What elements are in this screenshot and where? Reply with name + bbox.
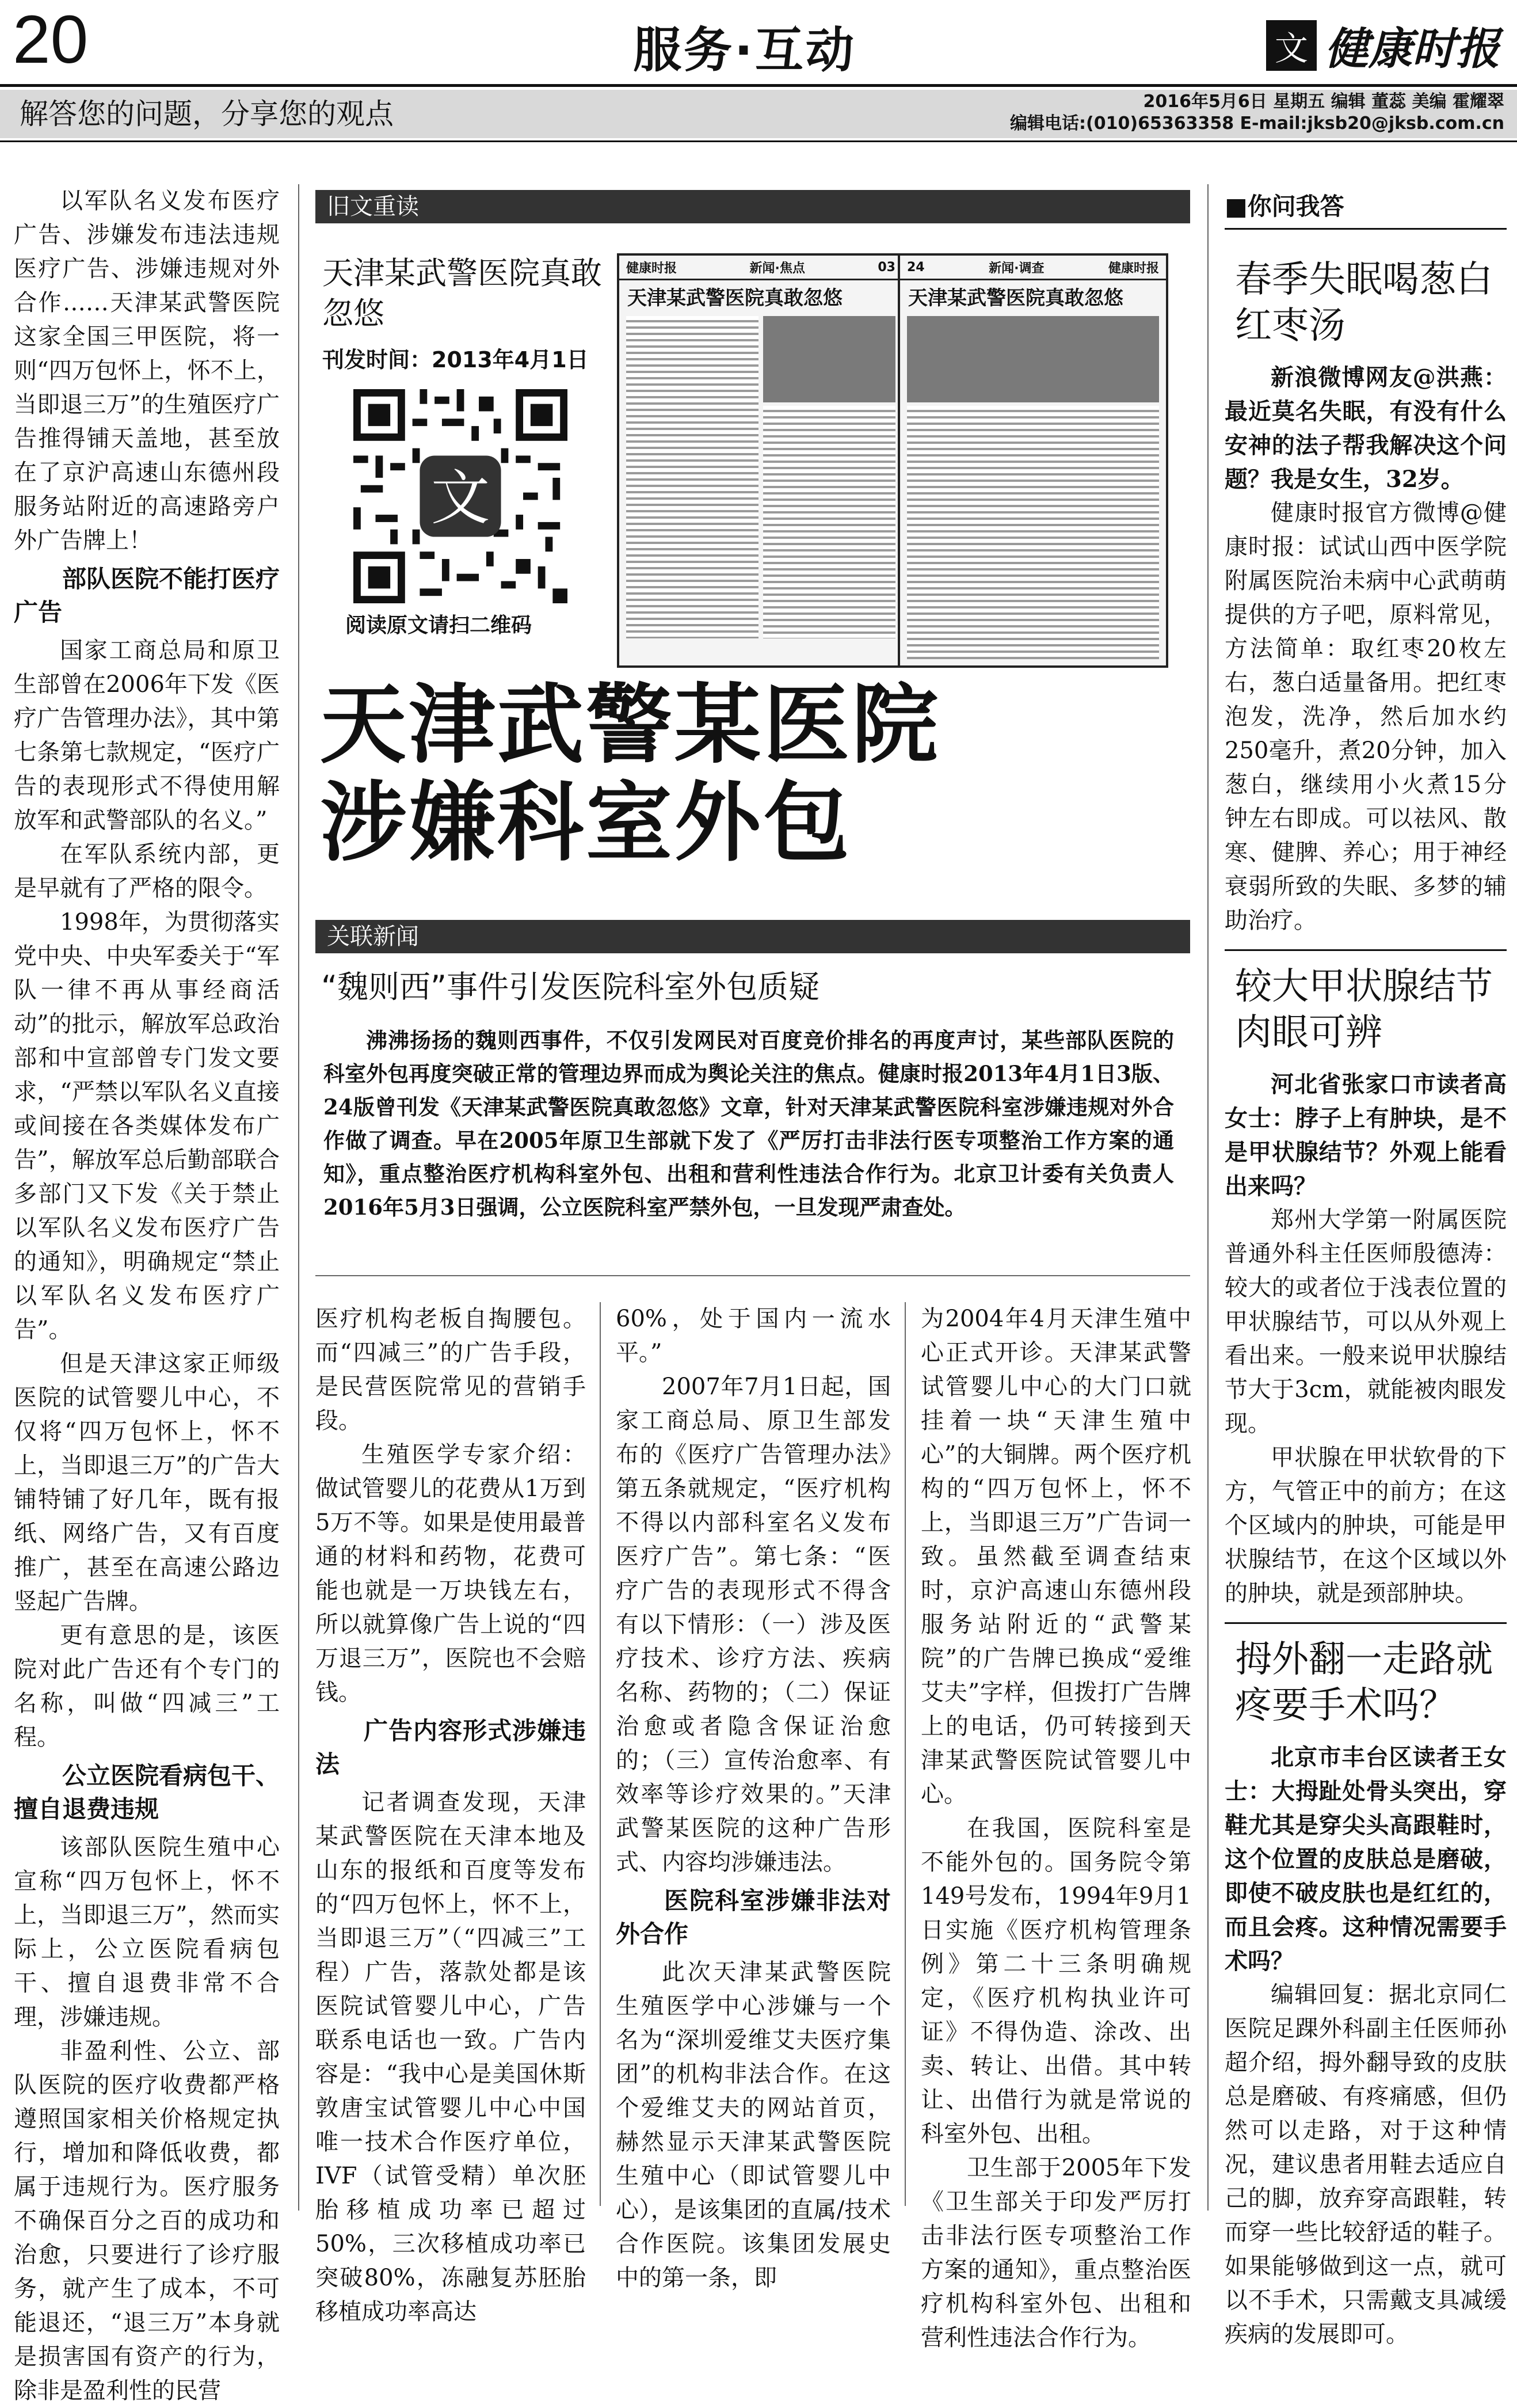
edition-info — [1010, 91, 1504, 135]
qa-question: 河北省张家口市读者高女士：脖子上有肿块，是不是甲状腺结节？外观上能看出来吗？ — [1225, 1071, 1507, 1200]
old-article-title: 天津某武警医院真敢忽悠 — [322, 255, 602, 332]
paragraph: 此次天津某武警医院生殖医学中心涉嫌与一个名为“深圳爱维艾夫医疗集团”的机构非法合作。在这个爱维艾夫的网站首页，赫然显示天津某武警医院生殖中心（即试管婴儿中心），是该集团的直属/技术合作医院。该集团发展史中的第一条，即 — [616, 1959, 891, 2291]
qa-divider — [1225, 1622, 1507, 1624]
thumbnail-text-block — [907, 406, 1159, 659]
related-news-title: “魏则西”事件引发医院科室外包质疑 — [321, 969, 820, 1005]
thumbnail-page-number: 03 — [878, 260, 895, 275]
paragraph: 在我国，医院科室是不能外包的。国务院令第149号发布，1994年9月1日实施《医疗机构管理条例》第二十三条明确规定，《医疗机构执业许可证》不得伪造、涂改、出卖、转让、出借。其中转让、出借行为就是常说的科室外包、出租。 — [921, 1815, 1191, 2147]
thumbnail-page-number: 24 — [907, 260, 925, 275]
subheading: 部队医院不能打医疗广告 — [14, 565, 280, 626]
qa-question-title: 拇外翻一走路就疼要手术吗？ — [1235, 1638, 1493, 1727]
related-news-lead: 沸沸扬扬的魏则西事件，不仅引发网民对百度竞价排名的再度声讨，某些部队医院的科室外包再度突破正常的管理边界而成为舆论关注的焦点。健康时报2013年4月1日3版、24版曾刊发《天津某武警医院真敢忽悠》文章，针对天津某武警医院科室涉嫌违规对外合作做了调查。早在2005年原卫生部就下发了《严厉打击非法行医专项整治工作方案的通知》，重点整治医疗机构科室外包、出租和营利性违法合作行为。北京卫计委有关负责人2016年5月3日强调，公立医院科室严禁外包，一旦发现严肃查处。 — [323, 1028, 1174, 1220]
qa-answer: 编辑回复：据北京同仁医院足踝外科副主任医师孙超介绍，拇外翻导致的皮肤总是磨破、有疼痛感，但仍然可以走路，对于这种情况，建议患者用鞋去适应自己的脚，放弃穿高跟鞋，转而穿一些比较舒适的鞋子。如果能够做到这一点，就可以不手术，只需戴支具减缓疾病的发展即可。 — [1225, 1981, 1507, 2348]
paragraph: 更有意思的是，该医院对此广告还有个专门的名称，叫做“四减三”工程。 — [14, 1622, 280, 1751]
article-column-2 — [315, 1302, 586, 2325]
column-divider — [1207, 184, 1209, 2211]
column-divider — [600, 1302, 601, 2206]
article-column-3 — [616, 1302, 891, 2291]
thumbnail-section: 新闻·调查 — [989, 261, 1045, 276]
header-rule — [0, 84, 1517, 87]
logo-text: 健康时报 — [1325, 23, 1500, 74]
thumbnail-section: 新闻·焦点 — [749, 261, 805, 276]
thumbnail-body — [626, 316, 895, 638]
section-title: 服务·互动 — [633, 22, 856, 78]
column-divider — [298, 184, 299, 2211]
qr-code-icon[interactable] — [353, 389, 567, 603]
subheading: 广告内容形式涉嫌违法 — [315, 1717, 586, 1778]
qa-question: 新浪微博网友@洪燕：最近莫名失眠，有没有什么安神的法子帮我解决这个问题？我是女生，32岁。 — [1225, 364, 1507, 493]
qa-answer: 甲状腺在甲状软骨的下方，气管正中的前方；在这个区域内的肿块，可能是甲状腺结节，在这个区域以外的肿块，就是颈部肿块。 — [1225, 1444, 1507, 1607]
tagline: 解答您的问题，分享您的观点 — [20, 97, 394, 131]
paragraph: 该部队医院生殖中心宣称“四万包怀上，怀不上，当即退三万”，然而实际上，公立医院看病包干、擅自退费非常不合理，涉嫌违规。 — [14, 1834, 280, 2030]
header-bottom-rule — [0, 140, 1517, 142]
qa-section-rule — [1225, 228, 1507, 230]
article-column-4 — [921, 1302, 1191, 2351]
thumbnail-header — [900, 256, 1166, 280]
paragraph: 2007年7月1日起，国家工商总局、原卫生部发布的《医疗广告管理办法》第五条就规定，“医疗机构不得以内部科室名义发布医疗广告”。第七条：“医疗广告的表现形式不得含有以下情形：（一）涉及医疗技术、诊疗方法、疾病名称、药物的；（二）保证治愈或者隐含保证治愈的；（三）宣传治愈率、有效率等诊疗效果的。”天津武警某医院的这种广告形式、内容均涉嫌违法。 — [616, 1374, 891, 1876]
paragraph: 60%，处于国内一流水平。” — [616, 1306, 891, 1366]
headline-line-1: 天津武警某医院 — [320, 675, 941, 775]
headline-line-2: 涉嫌科室外包 — [320, 773, 852, 873]
qa-column — [1225, 253, 1507, 2348]
paragraph: 卫生部于2005年下发《卫生部关于印发严厉打击非法行医专项整治工作方案的通知》，重点整治医疗机构科室外包、出租和营利性违法合作行为。 — [921, 2155, 1191, 2351]
paragraph: 国家工商总局和原卫生部曾在2006年下发《医疗广告管理办法》，其中第七条第七款规定，“医疗广告的表现形式不得使用解放军和武警部队的名义。” — [14, 637, 280, 834]
qa-question: 北京市丰台区读者王女士：大拇趾处骨头突出，穿鞋尤其是穿尖头高跟鞋时，这个位置的皮肤总是磨破，即使不破皮肤也是红红的，而且会疼。这种情况需要手术吗？ — [1225, 1744, 1507, 1975]
column-divider — [905, 1302, 906, 2206]
paragraph: 1998年，为贯彻落实党中央、中央军委关于“军队一律不再从事经商活动”的批示，解放军总政治部和中宣部曾专门发文要求，“严禁以军队名义直接或间接在各类媒体发布广告”，解放军总后勤部联合多部门又下发《关于禁止以军队名义发布医疗广告的通知》，明确规定“禁止以军队名义发布医疗广告”。 — [14, 909, 280, 1343]
qa-question-title: 较大甲状腺结节肉眼可辨 — [1235, 965, 1493, 1054]
qa-answer: 郑州大学第一附属医院普通外科主任医师殷德涛：较大的或者位于浅表位置的甲状腺结节，可以从外观上看出来。一般来说甲状腺结节大于3cm，就能被肉眼发现。 — [1225, 1207, 1507, 1437]
thumbnail-masthead: 健康时报 — [1108, 261, 1159, 276]
thumbnail-masthead: 健康时报 — [626, 261, 677, 276]
article-column-1 — [14, 184, 280, 2404]
thumbnail-headline: 天津某武警医院真敢忽悠 — [627, 287, 843, 310]
related-news-label: 关联新闻 — [315, 920, 1190, 953]
subheading: 公立医院看病包干、擅自退费违规 — [14, 1762, 280, 1823]
qa-divider — [1225, 949, 1507, 951]
paragraph: 在军队系统内部，更是早就有了严格的限令。 — [14, 841, 280, 901]
thumbnail-header — [619, 256, 902, 280]
newspaper-logo — [1266, 14, 1500, 77]
lead-divider — [315, 1275, 1190, 1276]
qa-section-label: ■你问我答 — [1225, 192, 1344, 220]
main-headline — [320, 676, 1183, 872]
thumbnail-right-block — [763, 316, 895, 638]
page-number: 20 — [13, 2, 89, 78]
paragraph: 以军队名义发布医疗广告、涉嫌发布违法违规医疗广告、涉嫌违规对外合作……天津某武警医院这家全国三甲医院，将一则“四万包怀上，怀不上，当即退三万”的生殖医疗广告推得铺天盖地，甚至放在了京沪高速山东德州段服务站附近的高速路旁户外广告牌上！ — [14, 188, 280, 554]
logo-mark-icon: 文 — [1266, 20, 1317, 71]
old-article-label: 旧文重读 — [315, 190, 1190, 223]
paragraph: 非盈利性、公立、部队医院的医疗收费都严格遵照国家相关价格规定执行，增加和降低收费，都属于违规行为。医疗服务不确保百分之百的成功和治愈，只要进行了诊疗服务，就产生了成本，不可能退还，“退三万”本身就是损害国有资产的行为，除非是盈利性的民营 — [14, 2038, 280, 2404]
subheading: 医院科室涉嫌非法对外合作 — [616, 1886, 891, 1948]
paragraph: 医疗机构老板自掏腰包。而“四减三”的广告手段，是民营医院常见的营销手段。 — [315, 1306, 586, 1434]
paragraph: 为2004年4月天津生殖中心正式开诊。天津某武警试管婴儿中心的大门口就挂着一块“天津生殖中心”的大铜牌。两个医疗机构的“四万包怀上，怀不上，当即退三万”广告词一致。虽然截至调查结束时，京沪高速山东德州段服务站附近的“武警某院”的广告牌已换成“爱维艾夫”字样，但拨打广告牌上的电话，仍可转接到天津某武警医院试管婴儿中心。 — [921, 1306, 1191, 1808]
qr-caption: 阅读原文请扫二维码 — [345, 613, 532, 637]
thumbnail-photo — [763, 316, 895, 402]
thumbnail-photo — [907, 316, 1159, 402]
paragraph: 生殖医学专家介绍：做试管婴儿的花费从1万到5万不等。如果是使用最普通的材料和药物，花费可能也就是一万块钱左右，所以就算像广告上说的“四万退三万”，医院也不会赔钱。 — [315, 1441, 586, 1706]
old-article-pubdate: 刊发时间：2013年4月1日 — [322, 347, 589, 372]
old-page-thumbnail-1 — [617, 253, 905, 668]
qa-question-title: 春季失眠喝葱白红枣汤 — [1235, 258, 1493, 347]
qa-answer: 健康时报官方微博@健康时报：试试山西中医学院附属医院治未病中心武萌萌提供的方子吧，原料常见，方法简单：取红枣20枚左右，葱白适量备用。把红枣泡发，洗净，然后加水约250毫升，煮20分钟，加入葱白，继续用小火煮15分钟左右即成。可以祛风、散寒、健脾、养心；用于神经衰弱所致的失眠、多梦的辅助治疗。 — [1225, 500, 1507, 934]
thumbnail-text-block — [626, 316, 758, 638]
old-page-thumbnail-2 — [898, 253, 1168, 668]
date-line: 2016年5月6日 星期五 编辑 董蕊 美编 霍耀翠 — [1143, 92, 1504, 112]
svg-text:文: 文 — [430, 464, 490, 533]
paragraph: 记者调查发现，天津某武警医院在天津本地及山东的报纸和百度等发布的“四万包怀上，怀不上，当即退三万”（“四减三”工程）广告，落款处都是该医院试管婴儿中心，广告联系电话也一致。广告内容是：“我中心是美国休斯敦唐宝试管婴儿中心中国唯一技术合作医疗单位，IVF（试管受精）单次胚胎移植成功率已超过50%，三次移植成功率已突破80%，冻融复苏胚胎移植成功率高达 — [315, 1789, 586, 2325]
thumbnail-headline: 天津某武警医院真敢忽悠 — [908, 287, 1123, 310]
paragraph: 但是天津这家正师级医院的试管婴儿中心，不仅将“四万包怀上，怀不上，当即退三万”的广告大铺特铺了好几年，既有报纸、网络广告，又有百度推广，甚至在高速公路边竖起广告牌。 — [14, 1351, 280, 1615]
contact-line: 编辑电话:(010)65363358 E-mail:jksb20@jksb.com.cn — [1010, 113, 1504, 134]
thumbnail-text-block — [763, 406, 895, 638]
